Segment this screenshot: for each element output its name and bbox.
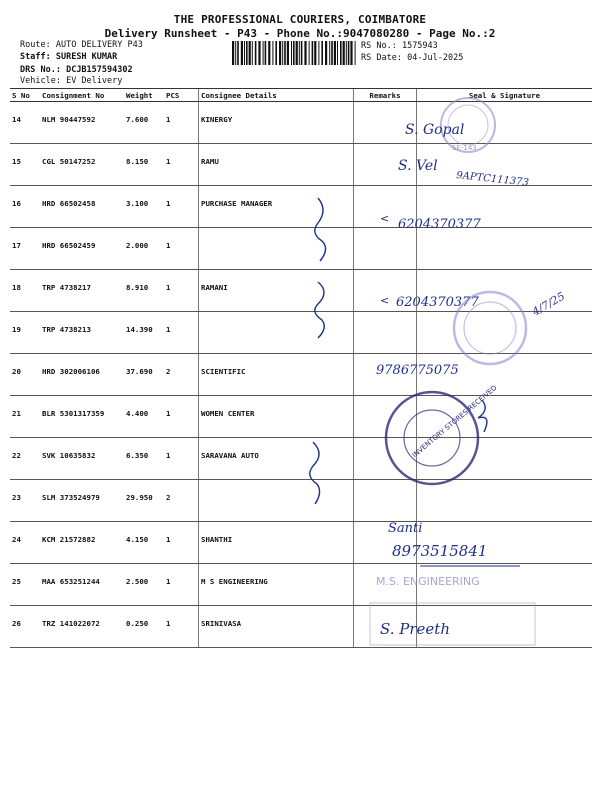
cell-remarks	[354, 186, 417, 228]
cell-seal-signature	[417, 270, 593, 312]
barcode	[232, 41, 356, 65]
route-line: Route: AUTO DELIVERY P43	[20, 40, 143, 50]
signature-row15-code: 9APTC111373	[455, 170, 530, 189]
signature-row18: 6204370377	[396, 295, 479, 310]
cell-seal-signature	[417, 228, 593, 270]
cell-consignee	[199, 480, 354, 522]
cell-consignment-no: MAA 653251244	[40, 564, 124, 606]
cell-consignee: KINERGY	[199, 102, 354, 144]
runsheet-table	[10, 88, 592, 648]
company-title: THE PROFESSIONAL COURIERS, COIMBATORE	[173, 13, 427, 26]
cell-sno: 15	[10, 144, 40, 186]
stamp-row21-text: INVENTORY STORES RECEIVED	[410, 383, 499, 460]
stamp-row14-text: SE-143	[452, 144, 477, 152]
cell-pcs: 1	[164, 102, 199, 144]
table-header-row	[10, 89, 592, 102]
signature-row24-phone: 8973515841	[392, 542, 488, 560]
cell-sno: 17	[10, 228, 40, 270]
cell-consignment-no: BLR 5301317359	[40, 396, 124, 438]
cell-pcs: 1	[164, 396, 199, 438]
cell-weight: 4.400	[124, 396, 164, 438]
cell-sno: 22	[10, 438, 40, 480]
cell-weight: 29.950	[124, 480, 164, 522]
col-seal-signature: Seal & Signature	[417, 89, 593, 102]
col-consignment: Consignment No	[40, 89, 124, 102]
cell-consignee: RAMANI	[199, 270, 354, 312]
col-consignee: Consignee Details	[199, 89, 354, 102]
cell-sno: 25	[10, 564, 40, 606]
cell-seal-signature	[417, 564, 593, 606]
cell-seal-signature	[417, 606, 593, 648]
cell-sno: 19	[10, 312, 40, 354]
table-row	[10, 606, 592, 648]
svg-text:<: <	[380, 212, 390, 225]
cell-consignment-no: SVK 10635832	[40, 438, 124, 480]
cell-seal-signature	[417, 102, 593, 144]
cell-sno: 18	[10, 270, 40, 312]
cell-remarks	[354, 522, 417, 564]
runsheet-subtitle: Delivery Runsheet - P43 - Phone No.:9047080280 - Page No.:2	[104, 27, 496, 40]
cell-pcs: 1	[164, 438, 199, 480]
cell-weight: 8.910	[124, 270, 164, 312]
cell-consignee: SHANTHI	[199, 522, 354, 564]
cell-consignee: SRINIVASA	[199, 606, 354, 648]
rs-date-line: RS Date: 04-Jul-2025	[361, 53, 464, 63]
cell-seal-signature	[417, 522, 593, 564]
cell-weight: 8.150	[124, 144, 164, 186]
drs-line: DRS No.: DCJB157594302	[20, 65, 133, 75]
cell-seal-signature	[417, 396, 593, 438]
rs-no-line: RS No.: 1575943	[361, 41, 438, 51]
cell-sno: 16	[10, 186, 40, 228]
table-row	[10, 186, 592, 228]
signature-row19-date: 4/7/25	[530, 289, 568, 319]
signature-row20: 9786775075	[376, 363, 459, 378]
cell-remarks	[354, 228, 417, 270]
cell-remarks	[354, 144, 417, 186]
vehicle-value: EV Delivery	[66, 76, 123, 86]
cell-weight: 7.600	[124, 102, 164, 144]
cell-remarks	[354, 564, 417, 606]
cell-seal-signature	[417, 438, 593, 480]
col-pcs: PCS	[164, 89, 199, 102]
route-value: AUTO DELIVERY P43	[55, 40, 143, 50]
col-sno: S No	[10, 89, 40, 102]
table-row	[10, 438, 592, 480]
table-row	[10, 396, 592, 438]
cell-seal-signature	[417, 144, 593, 186]
cell-consignment-no: CGL 50147252	[40, 144, 124, 186]
cell-pcs: 1	[164, 522, 199, 564]
cell-consignment-no: KCM 21572882	[40, 522, 124, 564]
table-row	[10, 144, 592, 186]
cell-pcs: 2	[164, 480, 199, 522]
cell-pcs: 1	[164, 270, 199, 312]
table-row	[10, 102, 592, 144]
cell-consignee	[199, 312, 354, 354]
table-row	[10, 270, 592, 312]
cell-weight: 2.500	[124, 564, 164, 606]
cell-seal-signature	[417, 186, 593, 228]
vehicle-line: Vehicle: EV Delivery	[20, 76, 123, 86]
cell-remarks	[354, 480, 417, 522]
cell-weight: 37.690	[124, 354, 164, 396]
cell-sno: 23	[10, 480, 40, 522]
table-row	[10, 480, 592, 522]
cell-seal-signature	[417, 312, 593, 354]
signature-row16: 6204370377	[398, 217, 481, 232]
cell-weight: 6.350	[124, 438, 164, 480]
cell-weight: 2.000	[124, 228, 164, 270]
cell-consignment-no: HRD 66502459	[40, 228, 124, 270]
rs-no-value: 1575943	[401, 41, 438, 51]
signature-row14: S. Gopal	[405, 122, 465, 138]
signature-row26: S. Preeth	[380, 620, 450, 638]
table-row	[10, 564, 592, 606]
cell-pcs: 2	[164, 354, 199, 396]
col-weight: Weight	[124, 89, 164, 102]
cell-pcs: 1	[164, 606, 199, 648]
cell-remarks	[354, 354, 417, 396]
cell-consignee: SCIENTIFIC	[199, 354, 354, 396]
cell-sno: 26	[10, 606, 40, 648]
cell-consignee: M S ENGINEERING	[199, 564, 354, 606]
cell-seal-signature	[417, 480, 593, 522]
table-row	[10, 312, 592, 354]
cell-pcs: 1	[164, 228, 199, 270]
cell-weight: 4.150	[124, 522, 164, 564]
table-row	[10, 354, 592, 396]
rs-date-value: 04-Jul-2025	[407, 53, 464, 63]
cell-remarks	[354, 396, 417, 438]
cell-remarks	[354, 102, 417, 144]
cell-remarks	[354, 312, 417, 354]
cell-sno: 24	[10, 522, 40, 564]
signature-row24: Santi	[388, 521, 423, 536]
cell-consignment-no: TRZ 141022072	[40, 606, 124, 648]
stamp-row25: M.S. ENGINEERING	[376, 575, 480, 588]
cell-consignee: SARAVANA AUTO	[199, 438, 354, 480]
cell-consignee: RAMU	[199, 144, 354, 186]
cell-sno: 20	[10, 354, 40, 396]
cell-consignee	[199, 228, 354, 270]
cell-consignment-no: TRP 4738217	[40, 270, 124, 312]
table-row	[10, 522, 592, 564]
col-remarks: Remarks	[354, 89, 417, 102]
cell-consignment-no: NLM 90447592	[40, 102, 124, 144]
cell-sno: 14	[10, 102, 40, 144]
staff-value: SURESH KUMAR	[55, 52, 118, 62]
cell-consignment-no: SLM 373524979	[40, 480, 124, 522]
drs-value: DCJB157594302	[66, 65, 133, 75]
cell-consignee: PURCHASE MANAGER	[199, 186, 354, 228]
cell-weight: 14.390	[124, 312, 164, 354]
cell-seal-signature	[417, 354, 593, 396]
cell-consignment-no: TRP 4738213	[40, 312, 124, 354]
cell-consignment-no: HRD 66502458	[40, 186, 124, 228]
table-row	[10, 228, 592, 270]
cell-consignee: WOMEN CENTER	[199, 396, 354, 438]
cell-weight: 0.250	[124, 606, 164, 648]
cell-pcs: 1	[164, 144, 199, 186]
cell-remarks	[354, 438, 417, 480]
cell-pcs: 1	[164, 564, 199, 606]
cell-remarks	[354, 270, 417, 312]
cell-pcs: 1	[164, 312, 199, 354]
staff-line: Staff: SURESH KUMAR	[20, 52, 118, 62]
cell-consignment-no: HRD 302006106	[40, 354, 124, 396]
svg-text:<: <	[380, 294, 390, 307]
cell-weight: 3.100	[124, 186, 164, 228]
cell-remarks	[354, 606, 417, 648]
cell-sno: 21	[10, 396, 40, 438]
signature-row15: S. Vel	[398, 158, 438, 174]
cell-pcs: 1	[164, 186, 199, 228]
